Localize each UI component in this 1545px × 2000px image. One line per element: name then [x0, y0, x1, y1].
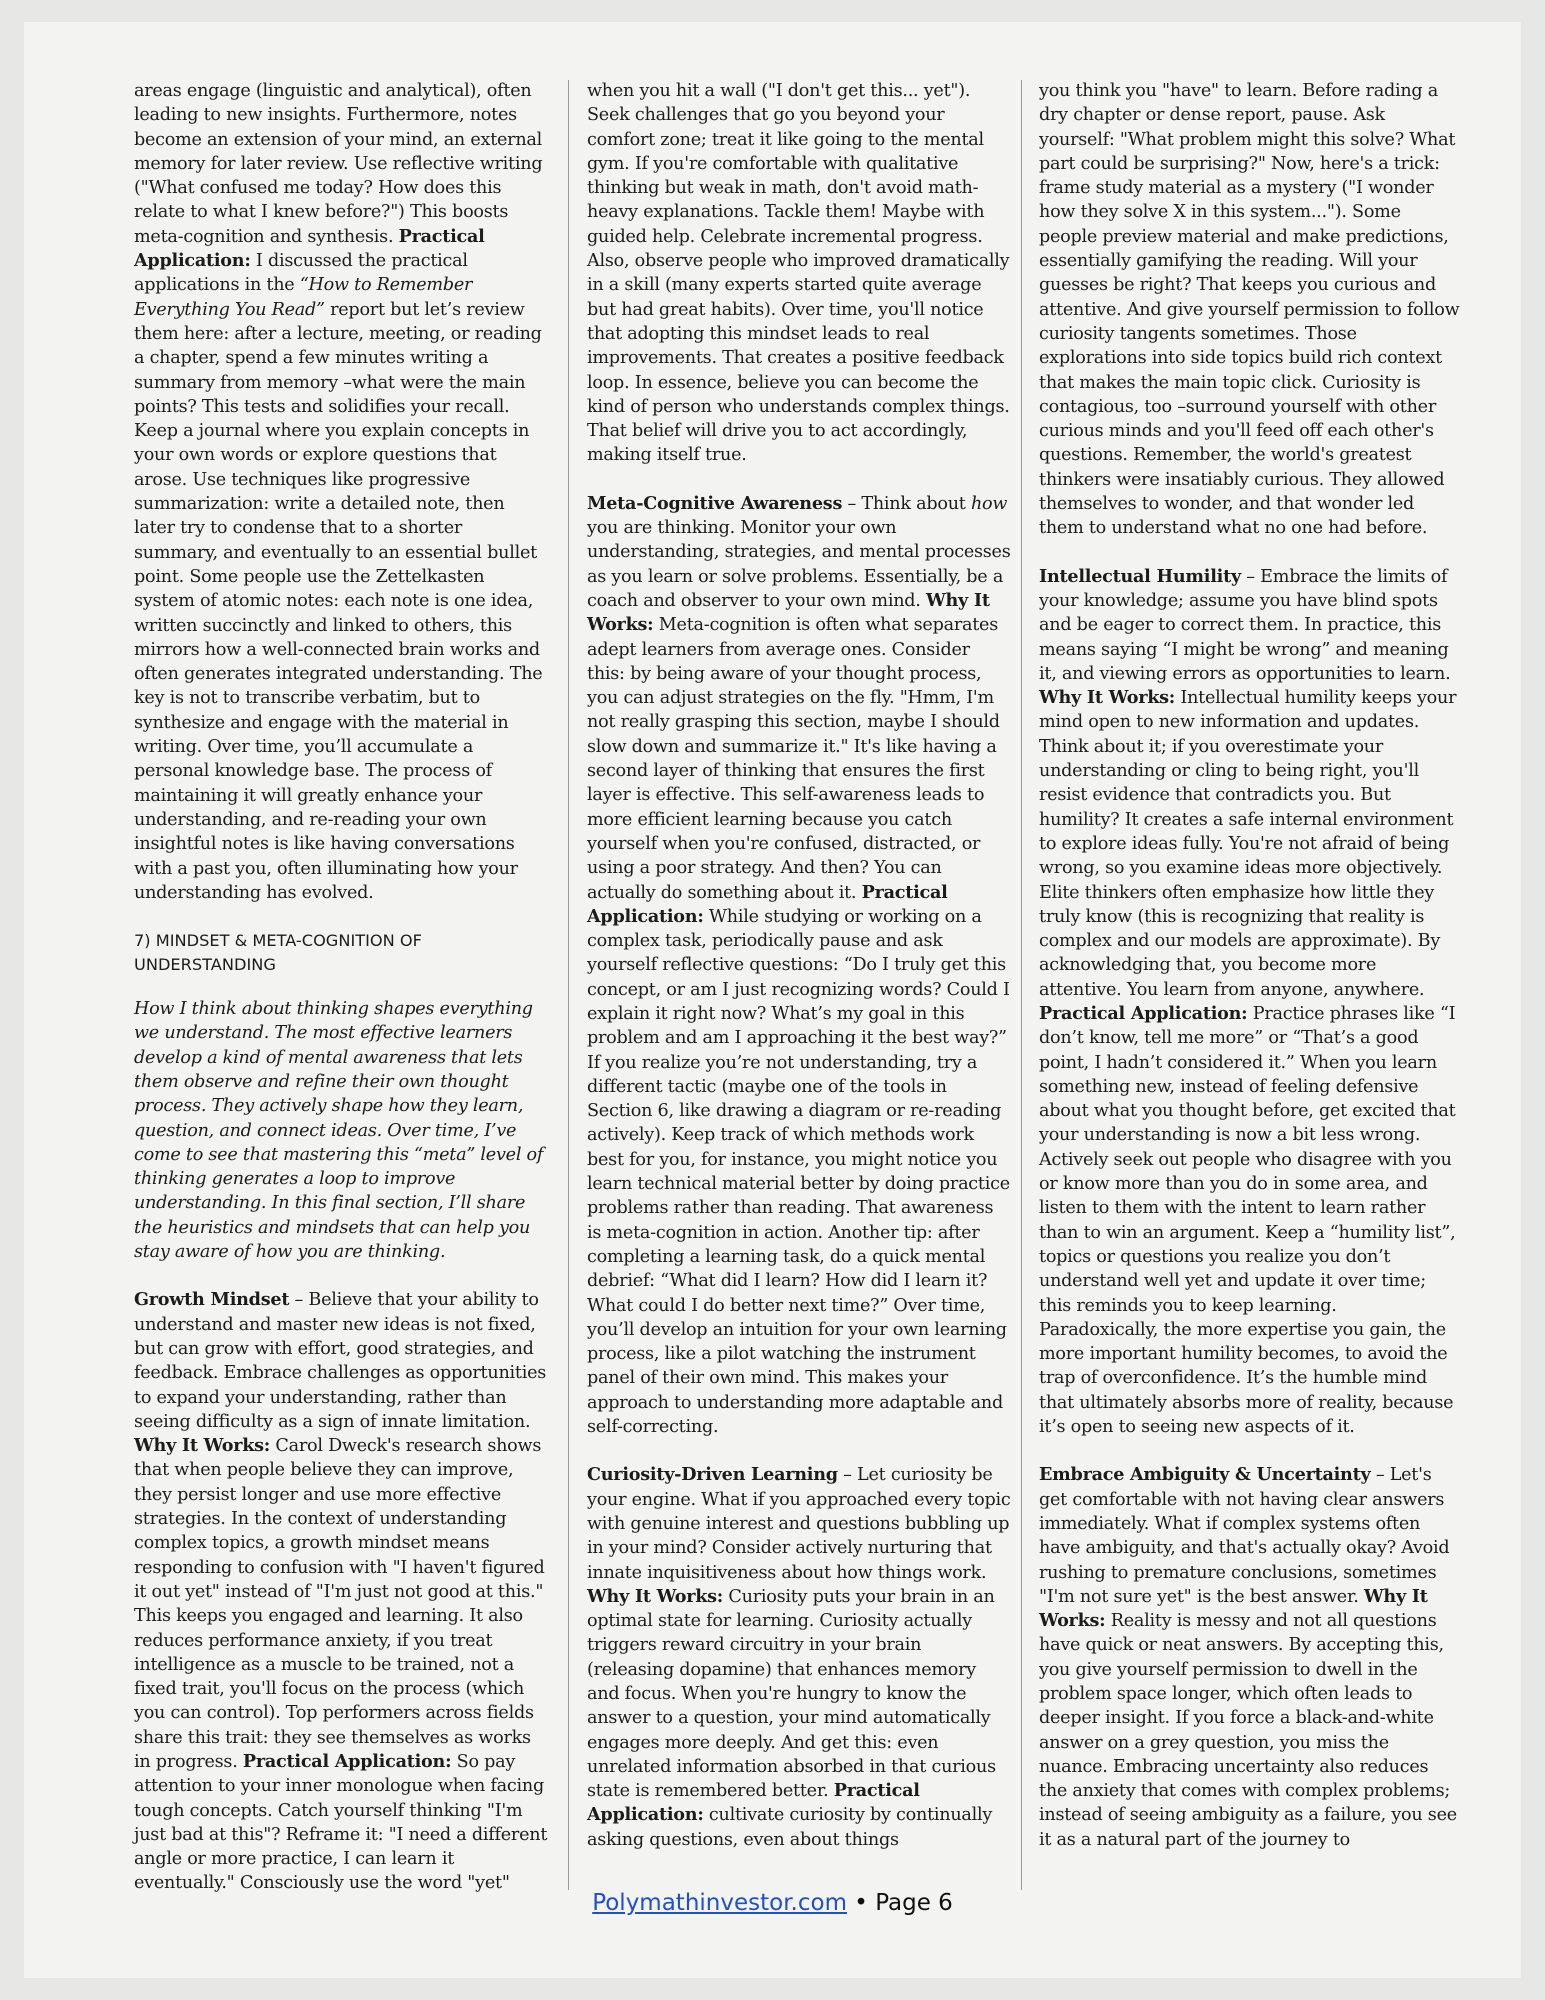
section-intro: How I think about thinking shapes everything we understand. The most effective learners develop a kind of mental awareness that lets them observe and refine their own thought process. They actively shape how they learn, question, and connect ideas. Over time, I’ve come to see that mastering this “meta” level of thinking generates a loop to improve understanding. In this final section, I’ll share the heuristics and mindsets that can help you stay aware of how you are thinking. — [134, 999, 544, 1263]
subheading: Meta-Cognitive Awareness — [587, 492, 843, 514]
page-sheet — [24, 22, 1521, 1978]
label: Practical Application: — [242, 1751, 452, 1772]
site-link[interactable]: Polymathinvestor.com — [592, 1890, 847, 1916]
paragraph: when you hit a wall ("I don't get this... yet"). Seek challenges that go you beyond your comfort zone; treat it like going to the mental gym. If you're comfortable with qualitative thinking but weak in math, don't avoid math-heavy explanations. Tackle them! Maybe with guided help. Celebrate incremental progress. Also, observe people who improved dramatically in a skill (many experts started quite average but had great habits). Over time, you'll notice that adopting this mindset leads to real improvements. That creates a positive feedback loop. In essence, believe you can become the kind of person who understands complex things. That belief will drive you to act accordingly, making itself true. — [587, 81, 1010, 466]
page-footer — [0, 1890, 1545, 1916]
column-1 — [134, 79, 550, 1896]
paragraph-intellectual-humility: Intellectual Humility – Embrace the limits of your knowledge; assume you have blind spots and be eager to correct them. In practice, this means saying “I might be wrong” and meaning it, and viewing errors as opportunities to learn. Why It Works: Intellectual humility keeps your mind open to new information and updates. Think about it; if you overestimate your understanding or cling to being right, you'll resist evidence that contradicts you. But humility? It creates a safe internal environment to explore ideas fully. You're not afraid of being wrong, so you examine ideas more objectively. Elite thinkers often emphasize how little they truly know (this is recognizing that reality is complex and our models are approximate). By acknowledging that, you become more attentive. You learn from anyone, anywhere. Practical Application: Practice phrases like “I don’t know, tell me more” or “That’s a good point, I hadn’t considered it.” When you learn something new, instead of feeling defensive about what you thought before, get excited that your understanding is now a bit less wrong. Actively seek out people who disagree with you or know more than you do in some area, and listen to them with the intent to learn rather than to win an argument. Keep a “humility list”, topics or questions you realize you don’t understand well yet and update it over time; this reminds you to keep learning. Paradoxically, the more expertise you gain, the more important humility becomes, to avoid the trap of overconfidence. It’s the humble mind that ultimately absorbs more of reality, because it’s open to seeing new aspects of it. — [1039, 565, 1457, 1438]
label: Practical Application: — [1039, 1002, 1248, 1024]
label: Why It Works: — [1039, 1585, 1428, 1632]
paragraph-meta-cognitive: Meta-Cognitive Awareness – Think about how you are thinking. Monitor your own understanding, strategies, and mental processes as you learn or solve problems. Essentially, be a coach and observer to your own mind. Why It Works: Meta-cognition is often what separates adept learners from average ones. Consider this: by being aware of your thought process, you can adjust strategies on the fly. "Hmm, I'm not really grasping this section, maybe I should slow down and summarize it." It's like having a second layer of thinking that ensures the first layer is effective. This self-awareness leads to more efficient learning because you catch yourself when you're confused, distracted, or using a poor strategy. And then? You can actually do something about it. Practical Application: While studying or working on a complex task, periodically pause and ask yourself reflective questions: “Do I truly get this concept, or am I just recognizing words? Could I explain it right now? What’s my goal in this problem and am I approaching it the best way?” If you realize you’re not understanding, try a different tactic (maybe one of the tools in Section 6, like drawing a diagram or re-reading actively). Keep track of which methods work best for you, for instance, you might notice you learn technical material better by doing practice problems rather than reading. That awareness is meta-cognition in action. Another tip: after completing a learning task, do a quick mental debrief: “What did I learn? How did I learn it? What could I do better next time?” Over time, you’ll develop an intuition for your own learning process, like a pilot watching the instrument panel of their own mind. This makes your approach to understanding more adaptable and self-correcting. — [587, 492, 1011, 1438]
page-number: Page 6 — [875, 1890, 953, 1916]
column-divider — [1021, 80, 1022, 1890]
subheading: Curiosity-Driven Learning — [587, 1464, 838, 1486]
paragraph-curiosity: Curiosity-Driven Learning – Let curiosity be your engine. What if you approached every topic with genuine interest and questions bubbling up in your mind? Consider actively nurturing that innate inquisitiveness about how things work. Why It Works: Curiosity puts your brain in an optimal state for learning. Curiosity actually triggers reward circuitry in your brain (releasing dopamine) that enhances memory and focus. When you're hungry to know the answer to a question, your mind automatically engages more deeply. And get this: even unrelated information absorbed in that curious state is remembered better. Practical Application: cultivate curiosity by continually asking questions, even about things — [587, 1464, 1011, 1850]
section-heading: 7) MINDSET & META-COGNITION OF UNDERSTANDING — [134, 931, 422, 975]
column-2 — [587, 79, 1011, 1852]
label: Why It Works: — [1039, 687, 1176, 709]
label: Why It Works: — [134, 1435, 271, 1457]
paragraph: you think you "have" to learn. Before rading a dry chapter or dense report, pause. Ask yourself: "What problem might this solve? What part could be surprising?" Now, here's a trick: frame study material as a mystery ("I wonder how they solve X in this system..."). Some people preview material and make predictions, essentially gamifying the reading. Will your guesses be right? That keeps you curious and attentive. And give yourself permission to follow curiosity tangents sometimes. Those explorations into side topics build rich context that makes the main topic click. Curiosity is contagious, too –surround yourself with other curious minds and you'll feed off each other's questions. Remember, the world's greatest thinkers were insatiably curious. They allowed themselves to wonder, and that wonder led them to understand what no one had before. — [1039, 81, 1460, 539]
label: Practical Application: — [587, 881, 948, 927]
footer-separator: • — [854, 1890, 868, 1916]
label: Practical Application: — [134, 225, 485, 272]
label: Why It Works: — [587, 1585, 724, 1607]
paragraph-growth-mindset: Growth Mindset – Believe that your ability to understand and master new ideas is not fixed, but can grow with effort, good strategies, and feedback. Embrace challenges as opportunities to expand your understanding, rather than seeing difficulty as a sign of innate limitation. Why It Works: Carol Dweck's research shows that when people believe they can improve, they persist longer and use more effective strategies. In the context of understanding complex topics, a growth mindset means responding to confusion with "I haven't figured it out yet" instead of "I'm just not good at this." This keeps you engaged and learning. It also reduces performance anxiety, if you treat intelligence as a muscle to be trained, not a fixed trait, you'll focus on the process (which you can control). Top performers across fields share this trait: they see themselves as works in progress. Practical Application: So pay attention to your inner monologue when facing tough concepts. Catch yourself thinking "I'm just bad at this"? Reframe it: "I need a different angle or more practice, I can learn it eventually." Consciously use the word "yet" — [134, 1289, 548, 1894]
column-3 — [1039, 79, 1461, 1852]
column-divider — [568, 80, 569, 1890]
label: Practical Application: — [587, 1780, 920, 1826]
subheading: Embrace Ambiguity & Uncertainty — [1039, 1464, 1371, 1486]
report-title: “How to Remember Everything You Read” — [134, 275, 473, 320]
paragraph-ambiguity: Embrace Ambiguity & Uncertainty – Let's get comfortable with not having clear answers immediately. What if complex systems often have ambiguity, and that's actually okay? Avoid rushing to premature conclusions, sometimes "I'm not sure yet" is the best answer. Why It Works: Reality is messy and not all questions have quick or neat answers. By accepting this, you give yourself permission to dwell in the problem space longer, which often leads to deeper insight. If you force a black-and-white answer on a grey question, you miss the nuance. Embracing uncertainty also reduces the anxiety that comes with complex problems; instead of seeing ambiguity as a failure, you see it as a natural part of the journey to — [1039, 1464, 1457, 1850]
label: Why It Works: — [587, 589, 990, 636]
paragraph: areas engage (linguistic and analytical), often leading to new insights. Furthermore, notes become an extension of your mind, an external memory for later review. Use reflective writing ("What confused me today? How does this relate to what I knew before?") This boosts meta-cognition and synthesis. Practical Application: I discussed the practical applications in the “How to Remember Everything You Read” report but let’s review them here: after a lecture, meeting, or reading a chapter, spend a few minutes writing a summary from memory –what were the main points? This tests and solidifies your recall. Keep a journal where you explain concepts in your own words or explore questions that arose. Use techniques like progressive summarization: write a detailed note, then later try to condense that to a shorter summary, and eventually to an essential bullet point. Some people use the Zettelkasten system of atomic notes: each note is one idea, written succinctly and linked to others, this mirrors how a well-connected brain works and often generates integrated understanding. The key is not to transcribe verbatim, but to synthesize and engage with the material in writing. Over time, you’ll accumulate a personal knowledge base. The process of maintaining it will greatly enhance your understanding, and re-reading your own insightful notes is like having conversations with a past you, often illuminating how your understanding has evolved. — [134, 81, 543, 903]
subheading: Growth Mindset — [134, 1289, 290, 1311]
subheading: Intellectual Humility — [1039, 565, 1241, 587]
